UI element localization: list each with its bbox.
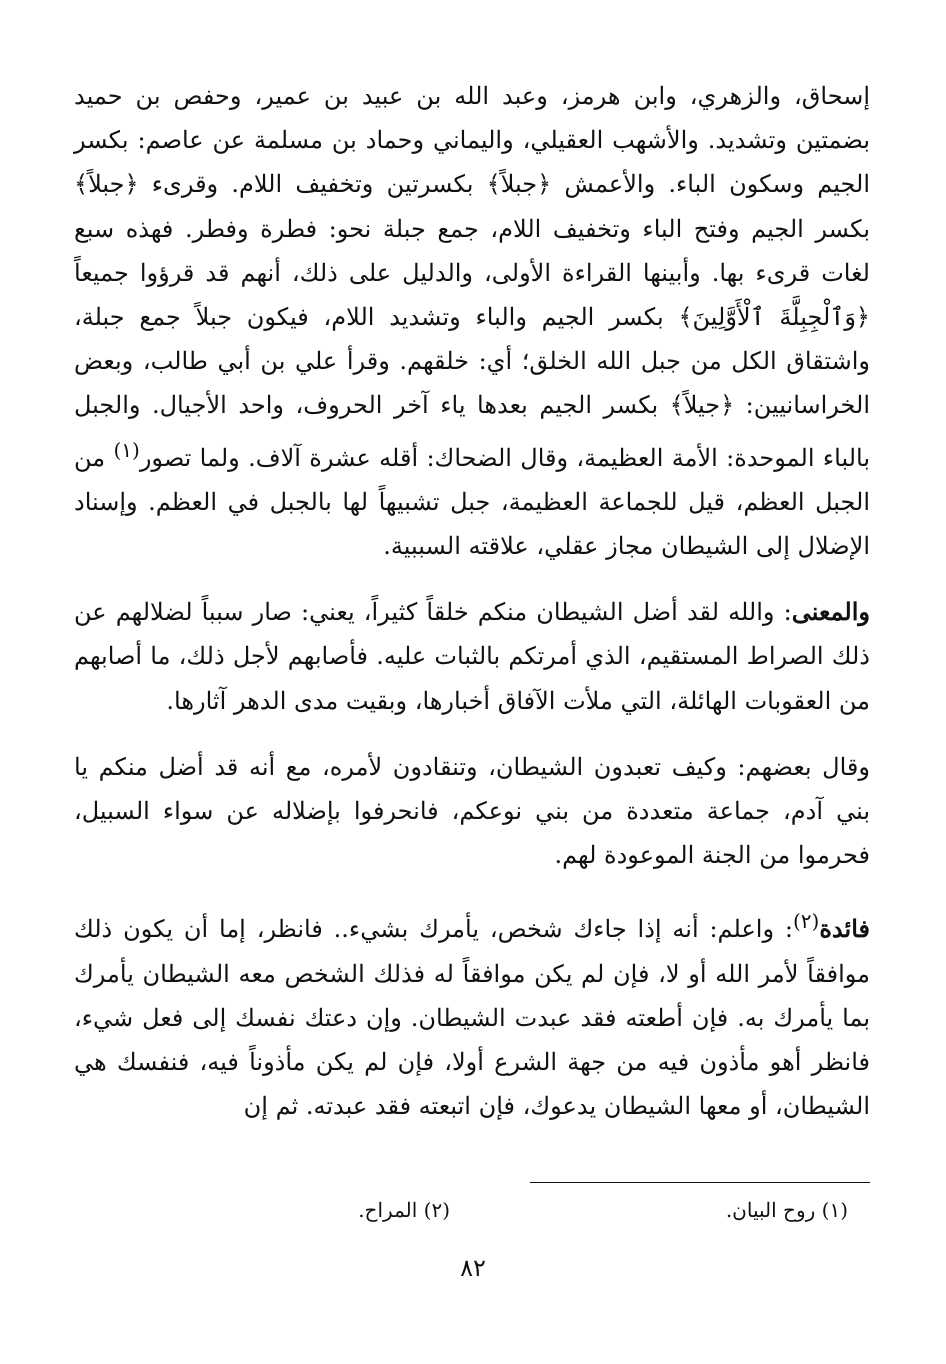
footnote-1: (١) روح البيان. <box>725 1198 848 1222</box>
footnote-2: (٢) المراح. <box>358 1198 450 1222</box>
paragraph-3-text: وقال بعضهم: وكيف تعبدون الشيطان، وتنقادون لأمره، مع أنه قد أضل منكم يا بني آدم، جماعة متعددة من بني نوعكم، فانحرفوا بإضلاله عن سواء السبيل، فحرموا من الجنة الموعودة لهم. <box>74 752 870 870</box>
paragraph-4-text: : واعلم: أنه إذا جاءك شخص، يأمرك بشيء.. فانظر، إما أن يكون ذلك موافقاً لأمر الله أو لا، فإن لم يكن موافقاً له فذلك الشخص معه الشيطان يأمرك بما يأمرك به. فإن أطعته فقد عبدت الشيطان. وإن دعتك نفسك إلى فعل شيء، فانظر أهو مأذون فيه من جهة الشرع أولا، فإن لم يكن مأذوناً فيه، فنفسك هي الشيطان، أو معها الشيطان يدعوك، فإن اتبعته فقد عبدته. ثم إن <box>74 915 870 1121</box>
paragraph-2-lead: والمعنى <box>791 597 870 627</box>
footnote-divider <box>530 1182 870 1183</box>
footnote-marker-1: (١) <box>113 437 140 462</box>
main-text <box>74 74 870 1128</box>
paragraph-1-text: إسحاق، والزهري، وابن هرمز، وعبد الله بن عبيد بن عمير، وحفص بن حميد بضمتين وتشديد. والأشهب العقيلي، واليماني وحماد بن مسلمة عن عاصم: بكسر الجيم وسكون الباء. والأعمش ﴿جبلاً﴾ بكسرتين وتخفيف اللام. وقرىء ﴿جبلاً﴾ بكسر الجيم وفتح الباء وتخفيف اللام، جمع جبلة نحو: فطرة وفطر. فهذه سبع لغات قرىء بها. وأبينها القراءة الأولى، والدليل على ذلك، أنهم قد قرؤوا جميعاً ﴿وَٱلْجِبِلَّةَ ٱلْأَوَّلِينَ﴾ بكسر الجيم والباء وتشديد اللام، فيكون جبلاً جمع جبلة، واشتقاق الكل من جبل الله الخلق؛ أي: خلقهم. وقرأ علي بن أبي طالب، وبعض الخراسانيين: ﴿جيلاً﴾ بكسر الجيم بعدها ياء آخر الحروف، واحد الأجيال. والجبل بالباء الموحدة: الأمة العظيمة، وقال الضحاك: أقله عشرة آلاف. ولما تصور <box>74 82 870 472</box>
paragraph-3 <box>74 745 870 878</box>
footnote-marker-2: (٢) <box>792 909 820 934</box>
paragraph-2-text: : والله لقد أضل الشيطان منكم خلقاً كثيراً، يعني: صار سبباً لضلالهم عن ذلك الصراط المستقيم، الذي أمرتكم بالثبات عليه. فأصابهم لأجل ذلك، ما أصابهم من العقوبات الهائلة، التي ملأت الآفاق أخبارها، وبقيت مدى الدهر آثارها. <box>74 598 870 715</box>
paragraph-4-lead: فائدة <box>819 914 870 944</box>
paragraph-2 <box>74 590 870 723</box>
paragraph-1-tail: من الجبل العظم، قيل للجماعة العظيمة، جبل تشبيهاً لها بالجبل في العظم. وإسناد الإضلال إلى الشيطان مجاز عقلي، علاقته السببية. <box>74 443 870 561</box>
paragraph-1 <box>74 74 870 568</box>
page-number: ٨٢ <box>460 1254 486 1282</box>
paragraph-4 <box>74 899 870 1128</box>
